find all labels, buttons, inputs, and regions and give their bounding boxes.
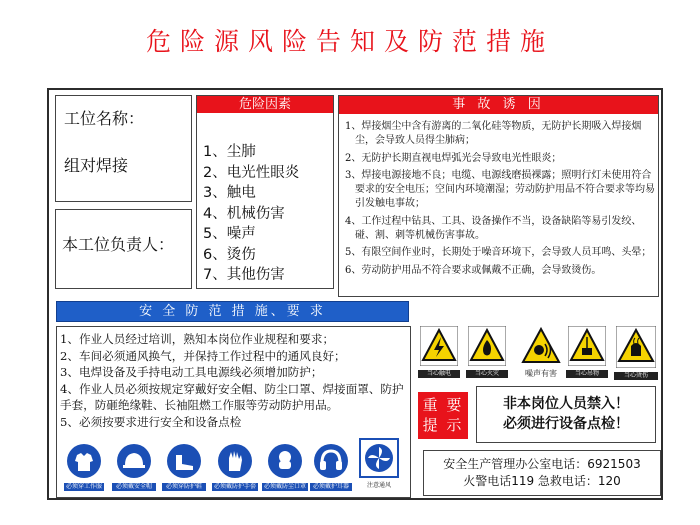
mandatory-sign — [112, 443, 156, 491]
noise-warning-icon — [521, 326, 561, 366]
important-label-line1: 重 要 — [422, 396, 464, 414]
cause-item: 1、焊接烟尘中含有游离的二氧化硅等物质，无防护长期吸入焊接烟尘，会导致人员得尘肺病； — [345, 121, 642, 146]
measure-item: 5、必须按要求进行安全和设备点检 — [60, 414, 242, 429]
mandatory-sign — [64, 443, 104, 491]
restriction-line1: 非本岗位人员禁入！ — [503, 396, 629, 412]
fire-warning-icon — [468, 326, 506, 366]
protective-shoes-icon — [166, 443, 202, 479]
warning-sign-caption: 当心火灾 — [466, 370, 508, 378]
hazard-item: 5、噪声 — [203, 226, 256, 242]
hazard-item: 2、电光性眼炎 — [203, 164, 300, 181]
measure-item: 3、电焊设备及手持电动工具电源线必须增加防护； — [60, 365, 323, 380]
restriction-line2: 必须进行设备点检！ — [503, 416, 629, 432]
mandatory-sign-caption: 必须戴防护手套 — [213, 483, 256, 490]
hanging-object-warning-icon — [568, 326, 606, 366]
measures-header: 安 全 防 范 措 施、要 求 — [56, 301, 409, 322]
dust-mask-icon — [267, 443, 303, 479]
hazard-item: 6、烫伤 — [203, 246, 256, 263]
station-name-label: 工位名称： — [64, 109, 145, 128]
work-clothes-icon — [66, 443, 102, 479]
warning-sign — [418, 326, 460, 378]
burn-warning-icon — [616, 326, 656, 368]
mandatory-sign-caption: 必须戴防尘口罩 — [263, 483, 306, 490]
mandatory-sign — [162, 443, 206, 491]
contact-line2: 火警电话119 急救电话：120 — [463, 474, 621, 488]
hazard-item: 3、触电 — [203, 185, 256, 201]
mandatory-sign-caption: 注意通风 — [366, 482, 391, 489]
station-name-value: 组对焊接 — [64, 156, 129, 175]
measure-item: 1、作业人员经过培训，熟知本岗位作业规程和要求； — [60, 332, 335, 346]
mandatory-sign-caption: 必须戴护耳器 — [310, 483, 352, 491]
important-label — [418, 392, 468, 439]
cause-list — [345, 120, 655, 282]
measure-item: 4、作业人员必须按规定穿戴好安全帽、防尘口罩、焊接面罩、防护手套，防砸绝缘鞋、长袖阻燃工作服等劳动防护用品。 — [60, 381, 404, 413]
causes-header: 事 故 诱 因 — [339, 96, 658, 114]
restriction-box — [476, 386, 656, 443]
warning-sign-caption: 当心吊物 — [566, 370, 608, 378]
mandatory-sign-caption: 必须穿防护鞋 — [162, 483, 206, 491]
responsible-label: 本工位负责人： — [62, 235, 175, 254]
hazard-list — [203, 142, 299, 286]
warning-sign-caption: 当心触电 — [418, 370, 460, 378]
ear-protection-icon — [313, 443, 349, 479]
hazard-item: 1、尘肺 — [203, 144, 256, 160]
page-title: 危险源风险告知及防范措施 — [145, 27, 554, 56]
mandatory-sign — [356, 438, 402, 490]
contact-line1: 安全生产管理办公室电话：6921503 — [443, 457, 641, 471]
mandatory-sign — [310, 443, 352, 491]
warning-sign-caption: 噪声有害 — [525, 369, 557, 378]
mandatory-sign-caption: 必须戴安全帽 — [112, 483, 156, 491]
measure-list — [60, 331, 405, 431]
hazard-item: 7、其他伤害 — [203, 267, 285, 283]
cause-item: 6、劳动防护用品不符合要求或佩戴不正确，会导致烫伤。 — [345, 265, 602, 277]
cause-item: 5、有限空间作业时，长期处于噪音环境下，会导致人员耳鸣、头晕； — [345, 247, 652, 259]
ventilation-icon — [359, 438, 399, 478]
hazards-header: 危险因素 — [197, 96, 333, 113]
measure-item: 2、车间必须通风换气，并保持工作过程中的通风良好； — [60, 348, 346, 363]
mandatory-sign — [212, 443, 258, 491]
warning-sign — [466, 326, 508, 378]
safety-helmet-icon — [116, 443, 152, 479]
electric-shock-warning-icon — [420, 326, 458, 366]
protective-gloves-icon — [217, 443, 253, 479]
cause-item: 2、无防护长期直视电焊弧光会导致电光性眼炎； — [345, 152, 562, 164]
warning-sign-caption: 当心烫伤 — [614, 372, 658, 380]
warning-sign — [566, 326, 608, 378]
mandatory-sign-caption: 必须穿工作服 — [65, 483, 102, 490]
warning-sign — [520, 326, 562, 378]
hazard-item: 4、机械伤害 — [203, 205, 285, 222]
responsible-box — [55, 209, 192, 289]
cause-item: 4、工作过程中钻具、工具、设备操作不当，设备缺陷等易引发绞、碰、割、刺等机械伤害事故。 — [345, 215, 642, 241]
cause-item: 3、焊接电源接地不良；电缆、电源线磨损裸露；照明行灯未使用符合要求的安全电压；空间内环境潮湿；劳动防护用品不符合要求等均易引发触电事故； — [345, 170, 655, 209]
mandatory-sign — [262, 443, 308, 491]
warning-sign — [614, 326, 658, 380]
station-name-box — [55, 95, 192, 202]
important-label-line2: 提 示 — [422, 416, 464, 434]
contact-box — [423, 450, 661, 496]
